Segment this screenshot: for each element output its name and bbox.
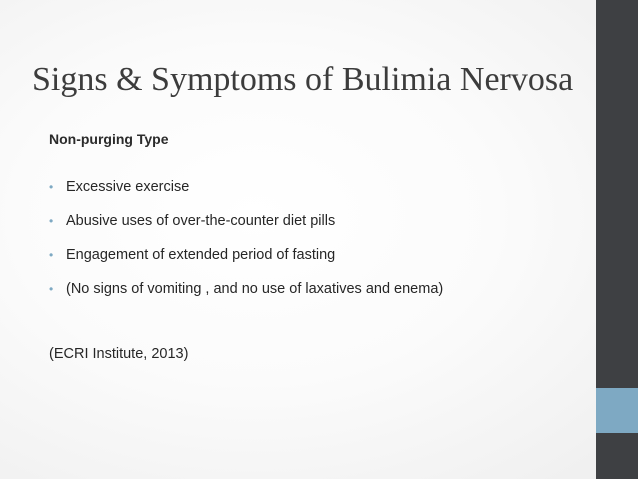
- slide-title: Signs & Symptoms of Bulimia Nervosa: [32, 61, 574, 98]
- bullet-item: [49, 278, 443, 312]
- bullet-item: [49, 210, 443, 244]
- bullet-text: Abusive uses of over-the-counter diet pills: [66, 213, 336, 229]
- bullet-item: [49, 244, 443, 278]
- bullet-marker: •: [49, 180, 54, 194]
- sidebar-accent-block: [596, 388, 638, 433]
- bullet-text: Excessive exercise: [66, 179, 190, 195]
- bullet-text: Engagement of extended period of fasting: [66, 247, 336, 263]
- bullet-marker: •: [49, 282, 54, 296]
- bullet-marker: •: [49, 214, 54, 228]
- bullet-item: [49, 176, 443, 210]
- slide-subheading: Non-purging Type: [49, 131, 169, 147]
- bullet-list: [49, 176, 443, 312]
- bullet-text: (No signs of vomiting , and no use of laxatives and enema): [66, 281, 444, 297]
- bullet-marker: •: [49, 248, 54, 262]
- citation: (ECRI Institute, 2013): [49, 346, 189, 362]
